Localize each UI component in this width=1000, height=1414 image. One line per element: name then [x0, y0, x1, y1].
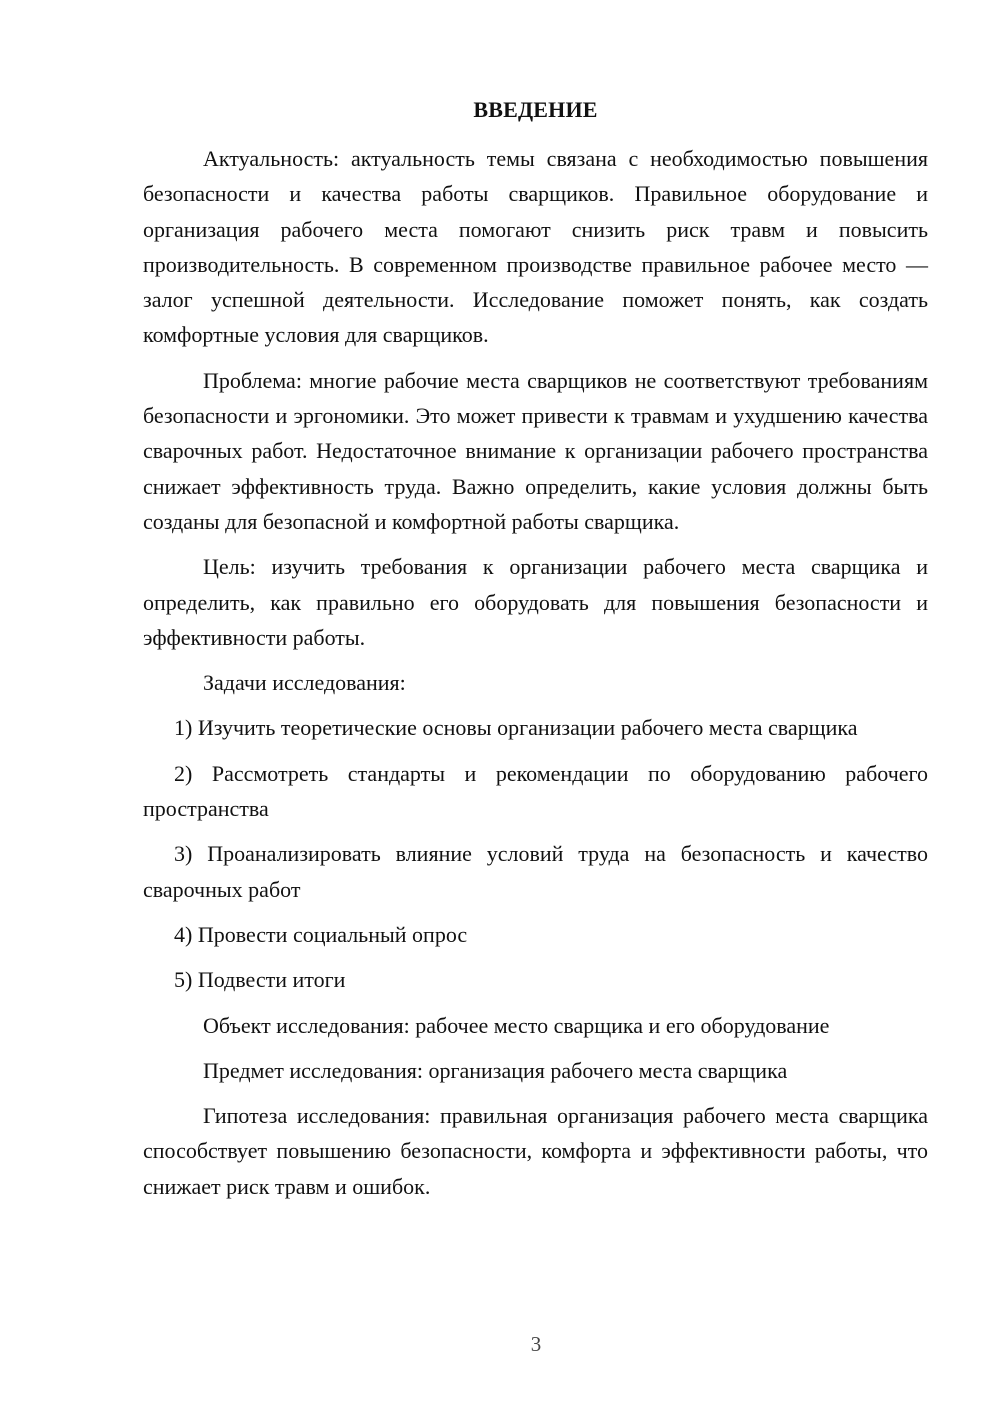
task-item-5: 5) Подвести итоги: [174, 967, 346, 993]
paragraph-goal: Цель: изучить требования к организации рабочего места сварщика и определить, как правильно его оборудовать для повышения безопасности и эффективности работы.: [143, 554, 928, 650]
task-item-2: 2) Рассмотреть стандарты и рекомендации по оборудованию рабочего пространства: [143, 760, 928, 822]
section-title: ВВЕДЕНИЕ: [473, 97, 598, 122]
research-object: Объект исследования: рабочее место сварщика и его оборудование: [203, 1012, 830, 1038]
task-item-3: 3) Проанализировать влияние условий труда на безопасность и качество сварочных работ: [143, 841, 928, 902]
paragraph-problem: Проблема: многие рабочие места сварщиков не соответствуют требованиям безопасности и эргономики. Это может привести к травмам и ухудшению качества сварочных работ. Недостаточное внимание к организации рабочего пространства снижает эффективность труда. Важно определить, какие условия должны быть созданы для безопасной и комфортной работы сварщика.: [143, 367, 928, 534]
paragraph-relevance: Актуальность: актуальность темы связана с необходимостью повышения безопасности и качества работы сварщиков. Правильное оборудование и организация рабочего места помогают снизить риск травм и повысить производительность. В современном производстве правильное рабочее место — залог успешной деятельности. Исследование поможет понять, как создать комфортные условия для сварщиков.: [143, 146, 928, 348]
page-content: [143, 94, 928, 1204]
research-hypothesis: Гипотеза исследования: правильная организация рабочего места сварщика способствует повышению безопасности, комфорта и эффективности работы, что снижает риск травм и ошибок.: [143, 1103, 928, 1199]
tasks-heading: Задачи исследования:: [203, 670, 406, 696]
page-number: 3: [530, 1332, 542, 1356]
research-subject: Предмет исследования: организация рабочего места сварщика: [203, 1057, 788, 1083]
task-item-4: 4) Провести социальный опрос: [174, 921, 468, 947]
task-item-1: 1) Изучить теоретические основы организации рабочего места сварщика: [174, 715, 858, 741]
